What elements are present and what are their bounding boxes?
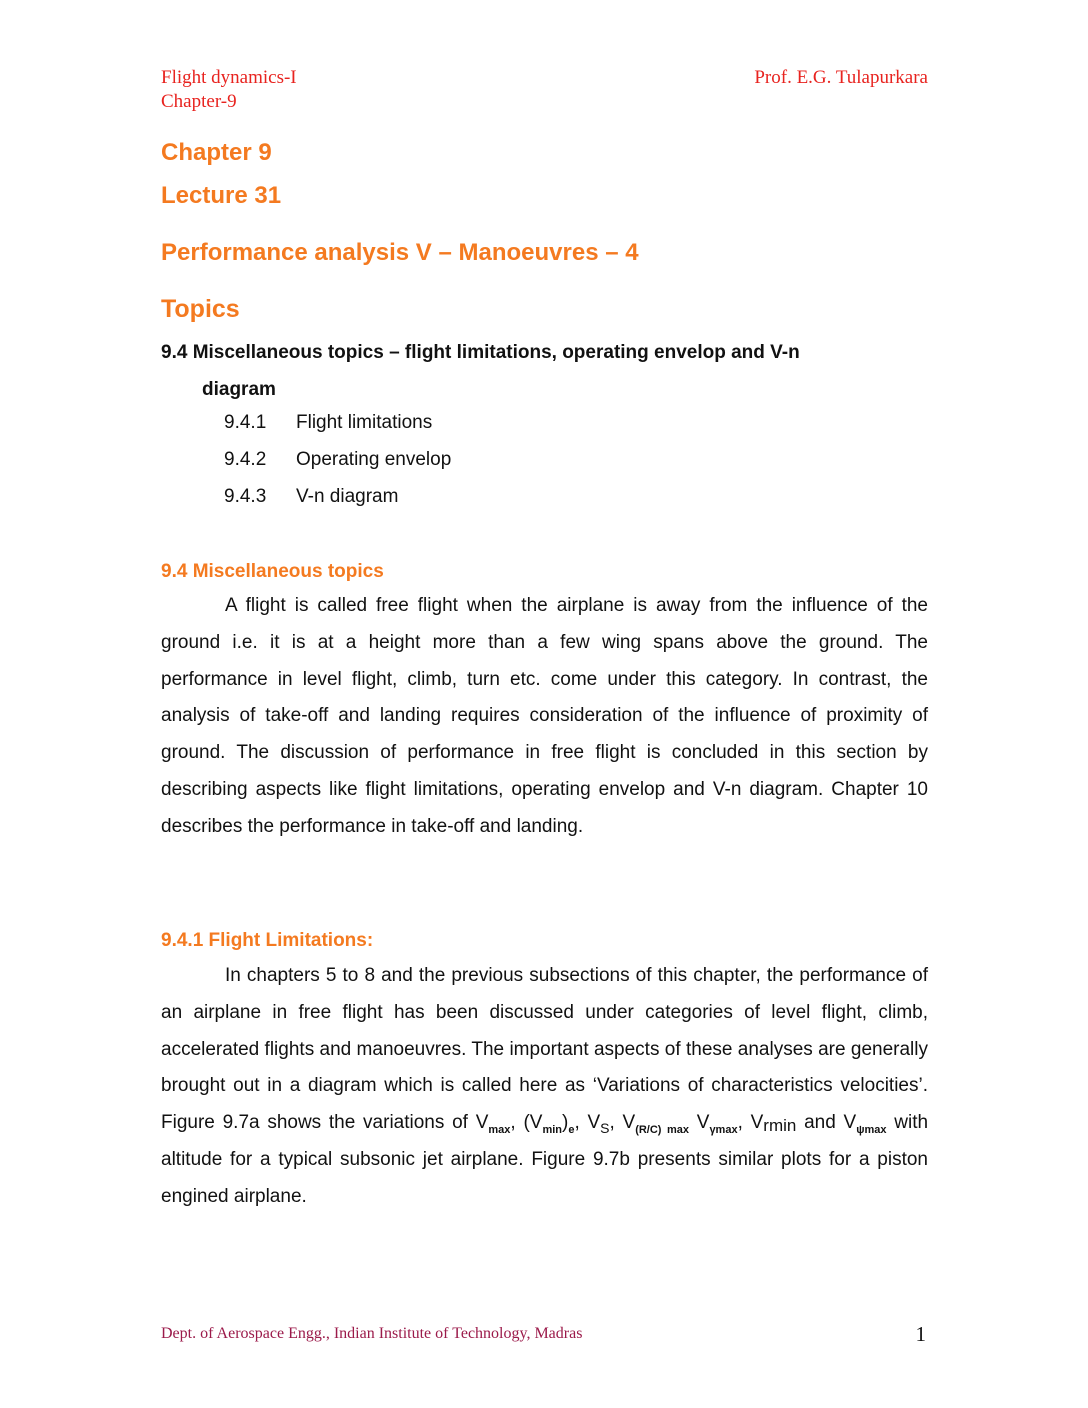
paragraph-text: (V: [523, 1112, 543, 1134]
paragraph-text: with altitude for a typical subsonic jet airplane. Figure 9.7b presents similar plots for a piston engined airplane.: [161, 1112, 929, 1207]
topic-main-entry: [161, 334, 931, 408]
paragraph-text: , V: [574, 1112, 601, 1134]
subscript-e: e: [568, 1124, 575, 1137]
subscript-s: S: [600, 1120, 610, 1137]
topic-item-label: Flight limitations: [296, 412, 433, 433]
topic-main-line2: diagram: [202, 379, 276, 400]
course-title: Flight dynamics-I: [161, 67, 297, 88]
subscript-max: max: [488, 1124, 511, 1137]
running-header-left: [161, 66, 297, 114]
subscript-rmin: rmin: [763, 1116, 797, 1136]
topic-item-number: 9.4.3: [224, 486, 267, 507]
chapter-label: Chapter-9: [161, 91, 237, 112]
paragraph-text: V: [689, 1112, 710, 1134]
paragraph-text: and V: [796, 1112, 857, 1134]
page-number: 1: [915, 1322, 926, 1346]
topic-item-label: Operating envelop: [296, 449, 452, 470]
topic-main-line1: 9.4 Miscellaneous topics – flight limitations, operating envelop and V-n: [161, 342, 800, 363]
topic-item-number: 9.4.2: [224, 449, 267, 470]
section-941-paragraph: [161, 958, 928, 1216]
section-94-heading: 9.4 Miscellaneous topics: [161, 561, 384, 582]
topic-item-number: 9.4.1: [224, 412, 267, 433]
subject-heading: Performance analysis V – Manoeuvres – 4: [161, 239, 639, 266]
chapter-heading: Chapter 9: [161, 139, 272, 166]
subscript-gamma-max: γmax: [709, 1124, 738, 1137]
topic-item: [224, 412, 432, 434]
subscript-min: min: [542, 1124, 562, 1137]
topic-item: [224, 486, 398, 508]
lecture-heading: Lecture 31: [161, 182, 282, 209]
section-941-heading: 9.4.1 Flight Limitations:: [161, 930, 374, 951]
subscript-psi-max: ψmax: [856, 1124, 887, 1137]
author-name: Prof. E.G. Tulapurkara: [754, 67, 928, 88]
paragraph-text: In chapters 5 to 8 and the previous subsections of this chapter, the performance of an airplane in free flight has been discussed under categories of level flight, climb, accelerated flights and manoeuvres. The important aspects of these analyses are generally brought out in a diagram which is called here as ‘Variations of characteristics velocities’. Figure 9.7a shows the variations of V: [161, 965, 928, 1134]
topic-item-label: V-n diagram: [296, 486, 399, 507]
subscript-rc-max: (R/C) max: [635, 1124, 690, 1137]
paragraph-text: ): [562, 1112, 569, 1134]
paragraph-text: ,: [510, 1112, 516, 1134]
footer-institution: Dept. of Aerospace Engg., Indian Institute of Technology, Madras: [161, 1325, 583, 1342]
paragraph-text: , V: [737, 1112, 764, 1134]
section-94-paragraph: A flight is called free flight when the airplane is away from the influence of the ground i.e. it is at a height more than a few wing spans above the ground. The performance in level flight, climb, turn etc. come under this category. In contrast, the analysis of take-off and landing requires consideration of the influence of proximity of ground. The discussion of performance in free flight is concluded in this section by describing aspects like flight limitations, operating envelop and V-n diagram. Chapter 10 describes the performance in take-off and landing.: [161, 595, 928, 837]
topics-heading: Topics: [161, 295, 240, 323]
paragraph-text: , V: [609, 1112, 636, 1134]
topic-item: [224, 449, 451, 471]
